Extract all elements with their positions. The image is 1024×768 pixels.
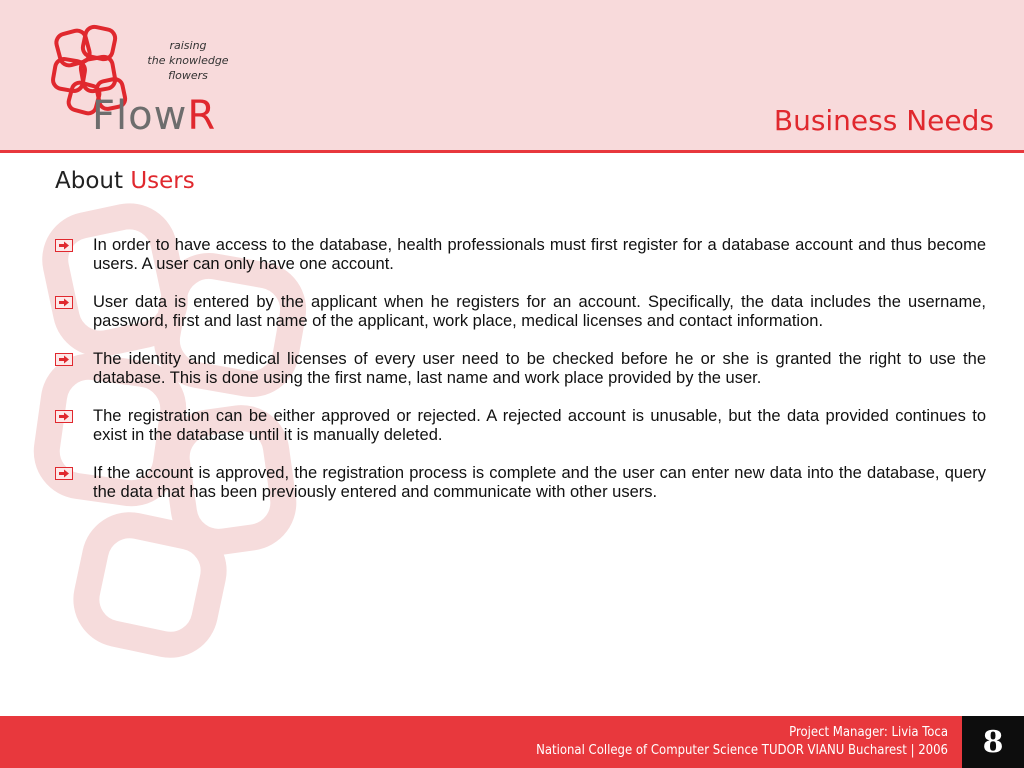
section-heading-prefix: About: [55, 168, 124, 194]
arrow-bullet-icon: [55, 296, 73, 309]
arrow-bullet-icon: [55, 353, 73, 366]
arrow-bullet-icon: [55, 239, 73, 252]
list-item: [55, 293, 986, 331]
list-item: [55, 407, 986, 445]
list-item: [55, 350, 986, 388]
header-divider: [0, 150, 1024, 153]
logo-wordmark: [92, 94, 216, 138]
arrow-bullet-icon: [55, 410, 73, 423]
slide-footer: [0, 716, 1024, 768]
list-item: [55, 236, 986, 274]
bullet-list: [55, 236, 986, 521]
tagline-line: flowers: [168, 69, 208, 82]
footer-institution: National College of Computer Science TUDOR VIANU Bucharest | 2006: [536, 743, 948, 758]
slide-title: Business Needs: [773, 104, 994, 137]
bullet-text: The identity and medical licenses of every user need to be checked before he or she is granted the right to use the database. This is done using the first name, last name and work place provided by the user.: [93, 350, 986, 387]
arrow-bullet-icon: [55, 467, 73, 480]
wordmark-main: Flow: [92, 93, 188, 139]
section-heading-highlight: Users: [130, 168, 195, 194]
footer-project-manager: Project Manager: Livia Toca: [789, 725, 948, 740]
bullet-text: User data is entered by the applicant when he registers for an account. Specifically, the data includes the username, password, first and last name of the applicant, work place, medical licenses and contact information.: [93, 293, 986, 330]
bullet-text: If the account is approved, the registration process is complete and the user can enter new data into the database, query the data that has been previously entered and communicate with other users.: [93, 464, 986, 501]
footer-credits: [536, 724, 948, 760]
tagline-line: raising: [169, 39, 207, 52]
page-number: 8: [962, 716, 1024, 768]
tagline-line: the knowledge: [147, 54, 229, 67]
bullet-text: In order to have access to the database, health professionals must first register for a database account and thus become users. A user can only have one account.: [93, 236, 986, 273]
logo-tagline: [138, 38, 238, 83]
wordmark-accent: R: [187, 93, 217, 139]
list-item: [55, 464, 986, 502]
bullet-text: The registration can be either approved or rejected. A rejected account is unusable, but the data provided continues to exist in the database until it is manually deleted.: [93, 407, 986, 444]
section-heading: [55, 168, 195, 194]
